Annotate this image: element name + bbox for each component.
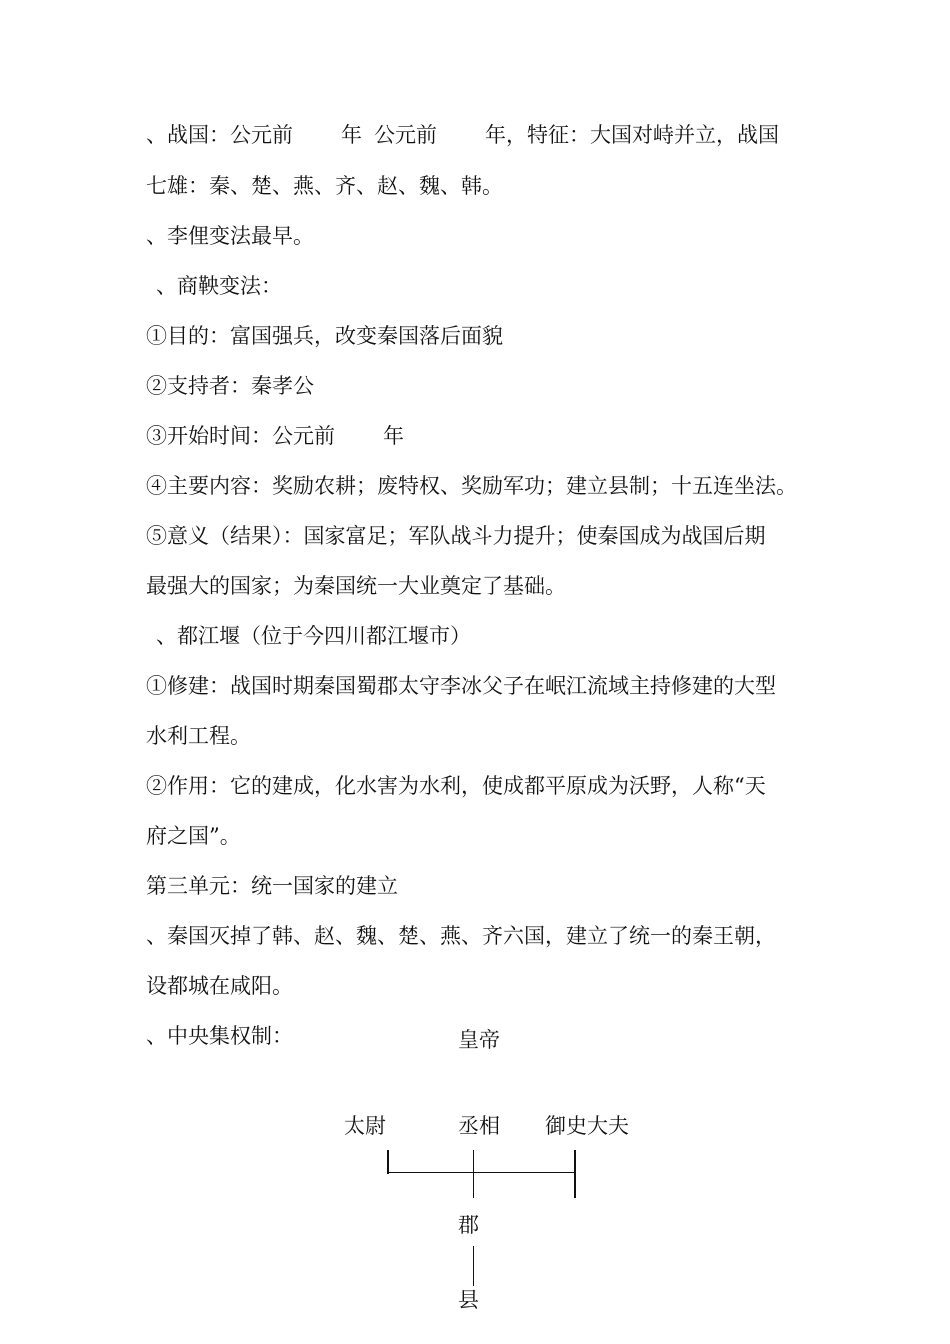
text-segment: 、战国：公元前	[146, 123, 293, 147]
text-line-construction-cont: 水利工程。	[146, 724, 251, 748]
node-xian: 县	[458, 1288, 479, 1312]
text-line-purpose: ①目的：富国强兵，改变秦国落后面貌	[146, 324, 503, 348]
text-line-construction: ①修建：战国时期秦国蜀郡太守李冰父子在岷江流域主持修建的大型	[146, 674, 776, 698]
text-line-warring-states	[146, 121, 810, 149]
connector-line	[387, 1172, 575, 1173]
text-line-seven-states: 七雄：秦、楚、燕、齐、赵、魏、韩。	[146, 174, 503, 198]
text-segment: ③开始时间：公元前	[146, 424, 335, 448]
connector-line	[387, 1150, 389, 1174]
text-line-li-kui: 、李俚变法最早。	[146, 224, 314, 248]
text-segment: 年，特征：大国对峙并立，战国	[485, 123, 779, 147]
text-line-function-cont: 府之国”。	[146, 824, 241, 848]
text-line-function: ②作用：它的建成，化水害为水利，使成都平原成为沃野，人称“天	[146, 774, 766, 798]
text-segment: 年	[383, 424, 404, 448]
text-line-start-time	[146, 422, 810, 450]
node-jun: 郡	[458, 1213, 479, 1237]
heading-shang-yang: 、商鞅变法：	[156, 274, 282, 298]
heading-dujiangyan: 、都江堰（位于今四川都江堰市）	[156, 624, 471, 648]
node-taiwei: 太尉	[344, 1114, 386, 1138]
text-line-unification: 、秦国灭掉了韩、赵、魏、楚、燕、齐六国，建立了统一的秦王朝，	[146, 924, 776, 948]
connector-line	[473, 1246, 474, 1286]
node-chengxiang: 丞相	[458, 1114, 500, 1138]
text-line-centralization: 、中央集权制：	[146, 1024, 293, 1048]
text-line-main-content: ④主要内容：奖励农耕；废特权、奖励军功；建立县制；十五连坐法。	[146, 474, 797, 498]
node-yushi-dafu: 御史大夫	[545, 1114, 629, 1138]
text-line-capital: 设都城在咸阳。	[146, 974, 293, 998]
section-heading-unit-three: 第三单元：统一国家的建立	[146, 874, 398, 898]
node-emperor: 皇帝	[458, 1028, 500, 1052]
connector-line	[574, 1150, 576, 1198]
text-segment: 年	[341, 123, 362, 147]
text-segment: 公元前	[374, 123, 437, 147]
connector-line	[473, 1150, 474, 1198]
text-line-significance-cont: 最强大的国家；为秦国统一大业奠定了基础。	[146, 574, 566, 598]
text-line-supporter: ②支持者：秦孝公	[146, 374, 314, 398]
text-line-significance: ⑤意义（结果）：国家富足；军队战斗力提升；使秦国成为战国后期	[146, 524, 766, 548]
